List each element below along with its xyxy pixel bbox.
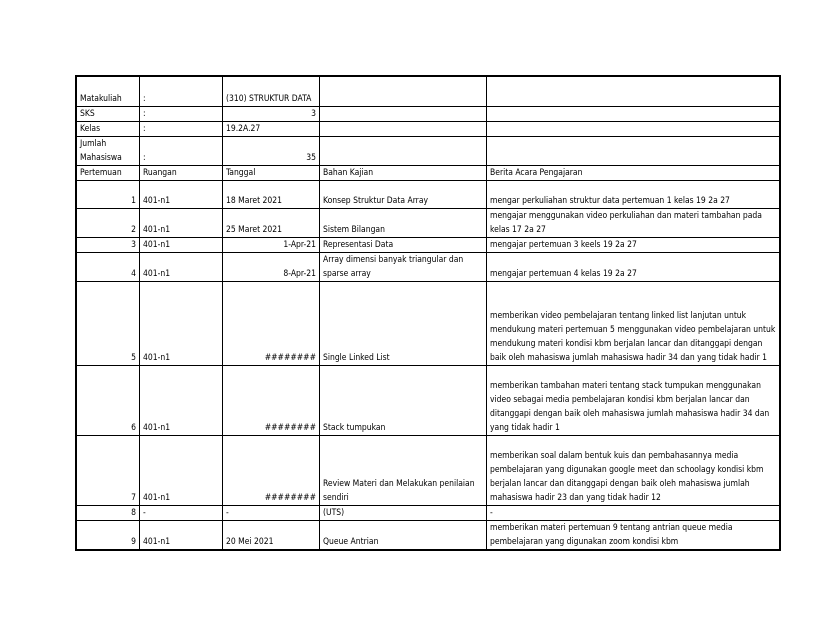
jumlah-colon: :	[140, 136, 223, 165]
table-row	[76, 365, 780, 435]
row-ruangan: 401-n1	[140, 281, 223, 365]
row-bahan-kajian: Stack tumpukan	[320, 365, 487, 435]
row-tanggal: 18 Maret 2021	[223, 180, 320, 208]
sks-label: SKS	[76, 106, 140, 121]
table-row	[76, 505, 780, 520]
header-row-kelas	[76, 121, 780, 136]
row-berita-acara: memberikan soal dalam bentuk kuis dan pembahasannya media pembelajaran yang digunakan google meet dan schoolagy kondisi kbm berjalan lancar dan ditanggapi dengan baik oleh mahasiswa jumlah mahasiswa hadir 23 dan yang tidak hadir 12	[487, 435, 781, 505]
row-bahan-kajian: Array dimensi banyak triangular dan sparse array	[320, 252, 487, 281]
empty-cell	[320, 136, 487, 165]
row-berita-acara: mengar perkuliahan struktur data pertemuan 1 kelas 19 2a 27	[487, 180, 781, 208]
column-header-pertemuan: Pertemuan	[76, 165, 140, 180]
header-row-jumlah	[76, 136, 780, 165]
row-ruangan: 401-n1	[140, 520, 223, 550]
row-number: 8	[76, 505, 140, 520]
sks-value: 3	[223, 106, 320, 121]
row-berita-acara: memberikan video pembelajaran tentang linked list lanjutan untuk mendukung materi pertemuan 5 menggunakan video pembelajaran untuk mendukung materi kondisi kbm berjalan lancar dan ditanggapi dengan baik oleh mahasiswa jumlah mahasiswa hadir 34 dan yang tidak hadir 1	[487, 281, 781, 365]
empty-cell	[320, 121, 487, 136]
empty-cell	[320, 76, 487, 106]
empty-cell	[487, 121, 781, 136]
row-tanggal: 20 Mei 2021	[223, 520, 320, 550]
table-row	[76, 208, 780, 237]
row-tanggal: ########	[223, 365, 320, 435]
empty-cell	[487, 106, 781, 121]
empty-cell	[487, 136, 781, 165]
row-ruangan: 401-n1	[140, 365, 223, 435]
row-ruangan: 401-n1	[140, 208, 223, 237]
row-number: 1	[76, 180, 140, 208]
column-header-berita-acara: Berita Acara Pengajaran	[487, 165, 781, 180]
row-bahan-kajian: Queue Antrian	[320, 520, 487, 550]
matakuliah-value: (310) STRUKTUR DATA	[223, 76, 320, 106]
row-bahan-kajian: Konsep Struktur Data Array	[320, 180, 487, 208]
row-bahan-kajian: Sistem Bilangan	[320, 208, 487, 237]
row-bahan-kajian: (UTS)	[320, 505, 487, 520]
sks-colon: :	[140, 106, 223, 121]
column-header-tanggal: Tanggal	[223, 165, 320, 180]
table-row	[76, 281, 780, 365]
kelas-label: Kelas	[76, 121, 140, 136]
jumlah-value: 35	[223, 136, 320, 165]
row-berita-acara: -	[487, 505, 781, 520]
empty-cell	[320, 106, 487, 121]
header-row-matakuliah	[76, 76, 780, 106]
row-tanggal: ########	[223, 281, 320, 365]
row-berita-acara: memberikan materi pertemuan 9 tentang antrian queue media pembelajaran yang digunakan zoom kondisi kbm	[487, 520, 781, 550]
kelas-colon: :	[140, 121, 223, 136]
row-number: 9	[76, 520, 140, 550]
row-ruangan: 401-n1	[140, 252, 223, 281]
jumlah-label: Jumlah Mahasiswa	[76, 136, 140, 165]
row-tanggal: 8-Apr-21	[223, 252, 320, 281]
table-row	[76, 180, 780, 208]
row-number: 5	[76, 281, 140, 365]
row-berita-acara: mengajar pertemuan 3 keels 19 2a 27	[487, 237, 781, 252]
empty-cell	[487, 76, 781, 106]
row-number: 3	[76, 237, 140, 252]
table-row	[76, 435, 780, 505]
row-bahan-kajian: Review Materi dan Melakukan penilaian sendiri	[320, 435, 487, 505]
kelas-value: 19.2A.27	[223, 121, 320, 136]
row-berita-acara: mengajar pertemuan 4 kelas 19 2a 27	[487, 252, 781, 281]
row-ruangan: 401-n1	[140, 180, 223, 208]
column-header-row	[76, 165, 780, 180]
row-bahan-kajian: Single Linked List	[320, 281, 487, 365]
row-ruangan: -	[140, 505, 223, 520]
row-number: 4	[76, 252, 140, 281]
row-ruangan: 401-n1	[140, 237, 223, 252]
column-header-ruangan: Ruangan	[140, 165, 223, 180]
row-number: 7	[76, 435, 140, 505]
row-tanggal: 1-Apr-21	[223, 237, 320, 252]
attendance-table	[75, 75, 781, 551]
table-row	[76, 520, 780, 550]
row-tanggal: 25 Maret 2021	[223, 208, 320, 237]
row-number: 6	[76, 365, 140, 435]
row-ruangan: 401-n1	[140, 435, 223, 505]
table-row	[76, 237, 780, 252]
column-header-bahan-kajian: Bahan Kajian	[320, 165, 487, 180]
header-row-sks	[76, 106, 780, 121]
row-bahan-kajian: Representasi Data	[320, 237, 487, 252]
matakuliah-label: Matakuliah	[76, 76, 140, 106]
row-number: 2	[76, 208, 140, 237]
row-berita-acara: mengajar menggunakan video perkuliahan dan materi tambahan pada kelas 17 2a 27	[487, 208, 781, 237]
matakuliah-colon: :	[140, 76, 223, 106]
row-tanggal: ########	[223, 435, 320, 505]
row-berita-acara: memberikan tambahan materi tentang stack tumpukan menggunakan video sebagai media pembelajaran kondisi kbm berjalan lancar dan ditanggapi dengan baik oleh mahasiswa jumlah mahasiswa hadir 34 dan yang tidak hadir 1	[487, 365, 781, 435]
row-tanggal: -	[223, 505, 320, 520]
table-row	[76, 252, 780, 281]
